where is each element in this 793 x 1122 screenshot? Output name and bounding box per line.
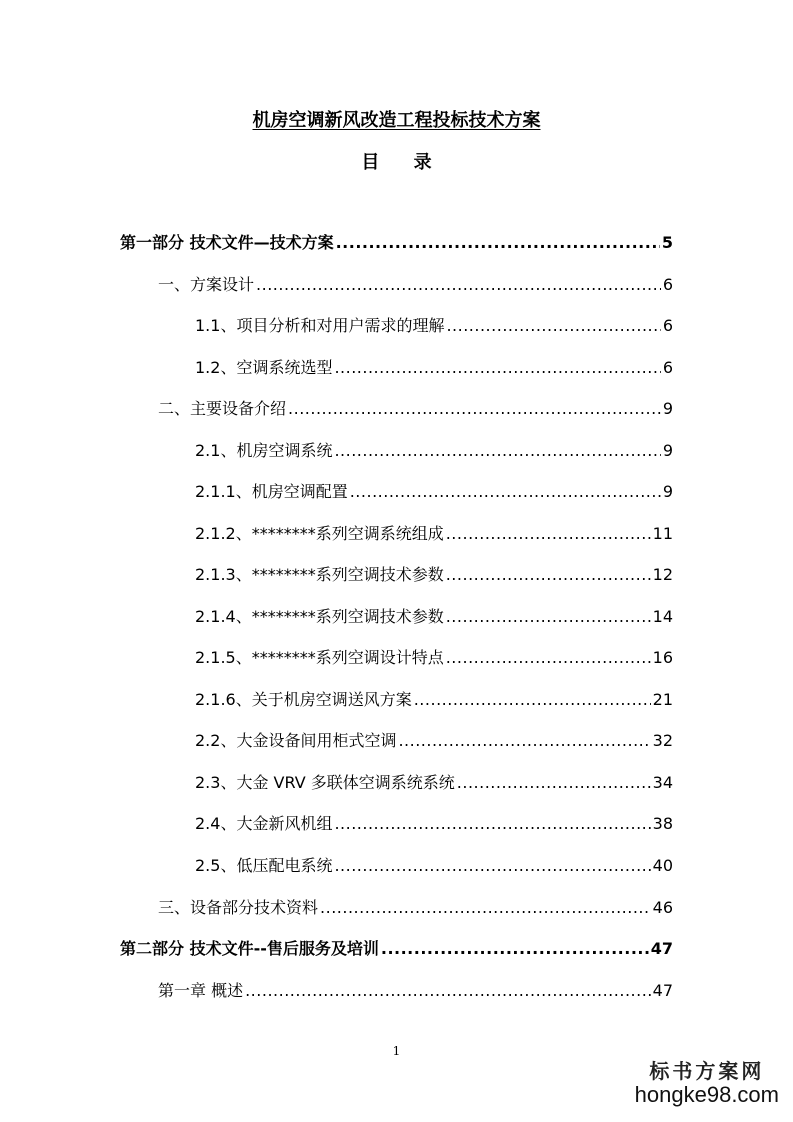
- toc-entry-page: 21: [652, 690, 673, 709]
- toc-entry[interactable]: [195, 313, 673, 339]
- toc-entry[interactable]: [158, 978, 673, 1004]
- toc-entry-label: 二、主要设备介绍: [158, 399, 287, 418]
- toc-heading: 目 录: [361, 152, 446, 173]
- toc-dot-leader: [381, 936, 649, 962]
- document-title: 机房空调新风改造工程投标技术方案: [252, 110, 541, 131]
- toc-dot-leader: [334, 438, 660, 464]
- toc-entry[interactable]: [195, 728, 673, 754]
- toc-entry[interactable]: [158, 272, 673, 298]
- page-number: 1: [392, 1044, 401, 1058]
- toc-entry-page: 32: [652, 731, 673, 750]
- toc-dot-leader: [414, 687, 651, 713]
- toc-entry[interactable]: [158, 396, 673, 422]
- toc-entry-page: 38: [652, 814, 673, 833]
- toc-entry[interactable]: [195, 355, 673, 381]
- toc-entry-page: 40: [652, 856, 673, 875]
- toc-entry-label: 1.1、项目分析和对用户需求的理解: [195, 316, 445, 335]
- toc-dot-leader: [446, 645, 651, 671]
- toc-entry-page: 9: [662, 482, 673, 501]
- watermark-url: hongke98.com: [634, 1082, 779, 1107]
- toc-entry-page: 9: [662, 399, 673, 418]
- toc-entry-label: 2.1.5、********系列空调设计特点: [195, 648, 444, 667]
- toc-dot-leader: [398, 728, 650, 754]
- toc-entry-label: 第二部分 技术文件--售后服务及培训: [120, 939, 379, 958]
- toc-entry-label: 2.1.3、********系列空调技术参数: [195, 565, 444, 584]
- toc-dot-leader: [446, 604, 651, 630]
- toc-entry-page: 11: [652, 524, 673, 543]
- toc-entry-page: 6: [662, 316, 673, 335]
- toc-dot-leader: [334, 811, 650, 837]
- toc-dot-leader: [446, 521, 651, 547]
- toc-entry-label: 2.1.2、********系列空调系统组成: [195, 524, 444, 543]
- toc-entry-page: 5: [661, 233, 673, 252]
- toc-entry-label: 2.2、大金设备间用柜式空调: [195, 731, 397, 750]
- toc-dot-leader: [446, 313, 660, 339]
- toc-entry[interactable]: [195, 562, 673, 588]
- toc-dot-leader: [336, 230, 660, 256]
- toc-entry-page: 47: [650, 939, 673, 958]
- watermark-brand-text: 标书方案网: [649, 1059, 765, 1083]
- toc-dot-leader: [457, 770, 651, 796]
- toc-entry-label: 2.5、低压配电系统: [195, 856, 333, 875]
- toc-dot-leader: [245, 978, 651, 1004]
- toc-entry[interactable]: [195, 687, 673, 713]
- toc-entry-label: 三、设备部分技术资料: [158, 898, 319, 917]
- toc-entry-page: 12: [652, 565, 673, 584]
- toc-dot-leader: [320, 895, 651, 921]
- toc-entry-label: 一、方案设计: [158, 275, 255, 294]
- watermark: [635, 1055, 779, 1108]
- toc-dot-leader: [334, 853, 650, 879]
- toc-entry[interactable]: [195, 521, 673, 547]
- toc-entry-label: 2.1、机房空调系统: [195, 441, 333, 460]
- toc-entry-page: 14: [652, 607, 673, 626]
- toc-entry-page: 6: [662, 275, 673, 294]
- toc-entry-page: 16: [652, 648, 673, 667]
- toc-entry-label: 2.1.1、机房空调配置: [195, 482, 348, 501]
- toc-entry-page: 6: [662, 358, 673, 377]
- toc-dot-leader: [350, 479, 661, 505]
- toc-entry-label: 2.4、大金新风机组: [195, 814, 333, 833]
- toc-entry[interactable]: [158, 895, 673, 921]
- toc-entry-page: 9: [662, 441, 673, 460]
- toc-entry[interactable]: [195, 645, 673, 671]
- toc-entry-page: 34: [652, 773, 673, 792]
- toc-entry-label: 2.1.4、********系列空调技术参数: [195, 607, 444, 626]
- toc-entry[interactable]: [195, 853, 673, 879]
- toc-entry[interactable]: [120, 936, 673, 962]
- toc-entry[interactable]: [195, 438, 673, 464]
- toc-dot-leader: [446, 562, 651, 588]
- toc-entry[interactable]: [195, 811, 673, 837]
- toc-entry-page: 46: [652, 898, 673, 917]
- toc-entry-label: 2.1.6、关于机房空调送风方案: [195, 690, 412, 709]
- toc-entry[interactable]: [195, 604, 673, 630]
- toc-entry-label: 2.3、大金 VRV 多联体空调系统系统: [195, 773, 455, 792]
- toc-dot-leader: [256, 272, 661, 298]
- toc-entry-label: 1.2、空调系统选型: [195, 358, 333, 377]
- toc-entry-label: 第一部分 技术文件—技术方案: [120, 233, 334, 252]
- toc-entry[interactable]: [195, 479, 673, 505]
- toc-entry[interactable]: [195, 770, 673, 796]
- toc-dot-leader: [288, 396, 661, 422]
- toc-entry[interactable]: [120, 230, 673, 256]
- toc-entry-label: 第一章 概述: [158, 981, 244, 1000]
- toc-dot-leader: [334, 355, 660, 381]
- toc-entry-page: 47: [652, 981, 673, 1000]
